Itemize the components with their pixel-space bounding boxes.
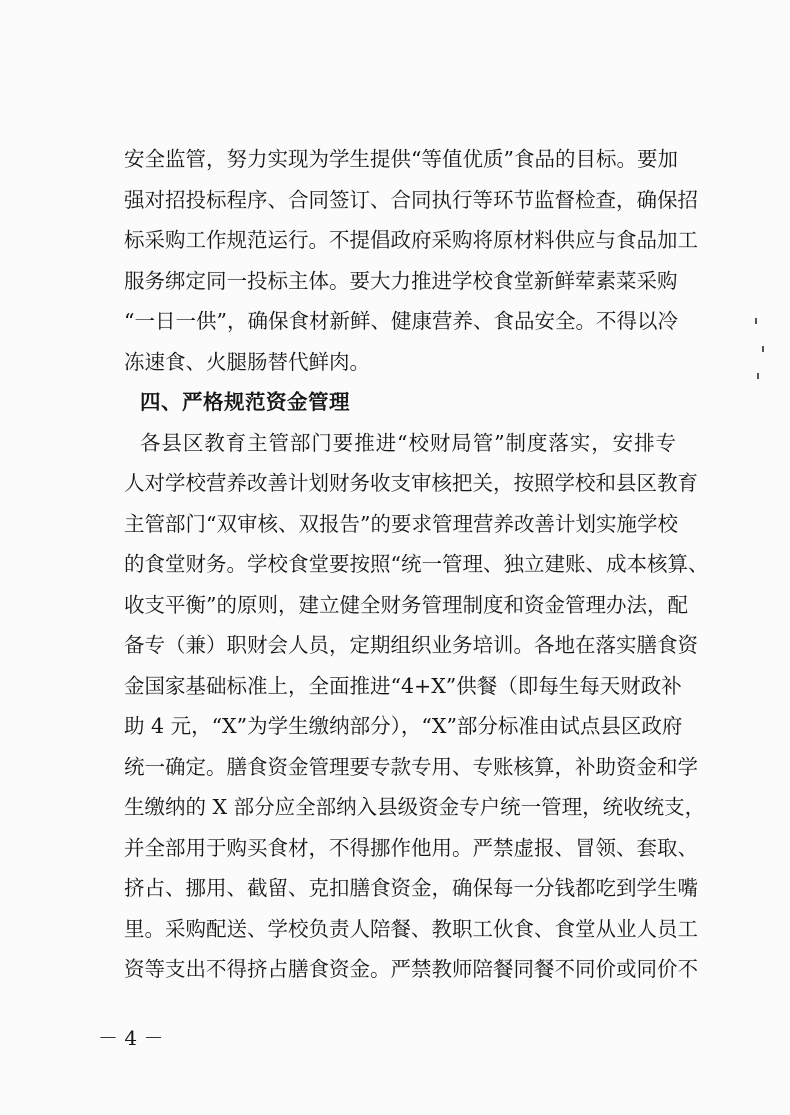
text-line: 服务绑定同一投标主体。要大力推进学校食堂新鲜荤素菜采购: [124, 268, 678, 293]
text-line: 生缴纳的 X 部分应全部纳入县级资金专户统一管理，统收统支，: [124, 795, 706, 819]
text-line: 并全部用于购买食材，不得挪作他用。严禁虚报、冒领、套取、: [124, 835, 698, 860]
section-heading: 四、严格规范资金管理: [140, 390, 350, 414]
scan-speck-mark: [762, 346, 764, 352]
text-line: 人对学校营养改善计划财务收支审核把关，按照学校和县区教育: [124, 471, 698, 495]
text-line: 里。采购配送、学校负责人陪餐、教职工伙食、食堂从业人员工: [124, 916, 698, 941]
scan-speck-mark: [757, 373, 759, 379]
text-line: 强对招投标程序、合同签订、合同执行等环节监督检查，确保招: [124, 187, 698, 212]
text-line: 标采购工作规范运行。不提倡政府采购将原材料供应与食品加工: [124, 228, 698, 252]
text-line: 主管部门“双审核、双报告”的要求管理营养改善计划实施学校: [124, 511, 678, 536]
text-line: 备专（兼）职财会人员，定期组织业务培训。各地在落实膳食资: [124, 633, 698, 657]
text-line: 金国家基础标准上，全面推进“4+X”供餐（即每生每天财政补: [124, 673, 682, 698]
text-line: 冻速食、火腿肠替代鲜肉。: [124, 349, 370, 374]
text-line: 助 4 元，“X”为学生缴纳部分），“X”部分标准由试点县区政府: [124, 714, 683, 738]
text-line: 资等支出不得挤占膳食资金。严禁教师陪餐同餐不同价或同价不: [124, 957, 698, 981]
text-line: “一日一供”，确保食材新鲜、健康营养、食品安全。不得以冷: [124, 309, 678, 333]
text-line: 安全监管，努力实现为学生提供“等值优质”食品的目标。要加: [124, 147, 678, 171]
text-line: 挤占、挪用、截留、克扣膳食资金，确保每一分钱都吃到学生嘴: [124, 876, 698, 900]
text-line: 收支平衡”的原则，建立健全财务管理制度和资金管理办法，配: [124, 592, 688, 617]
text-line: 的食堂财务。学校食堂要按照“统一管理、独立建账、成本核算、: [124, 552, 709, 576]
scan-speck-mark: [755, 318, 757, 324]
text-line: 各县区教育主管部门要推进“校财局管”制度落实，安排专: [140, 430, 676, 455]
text-line: 统一确定。膳食资金管理要专款专用、专账核算，补助资金和学: [124, 754, 698, 779]
page-number: － 4 －: [98, 1026, 164, 1050]
document-body: [124, 139, 709, 990]
